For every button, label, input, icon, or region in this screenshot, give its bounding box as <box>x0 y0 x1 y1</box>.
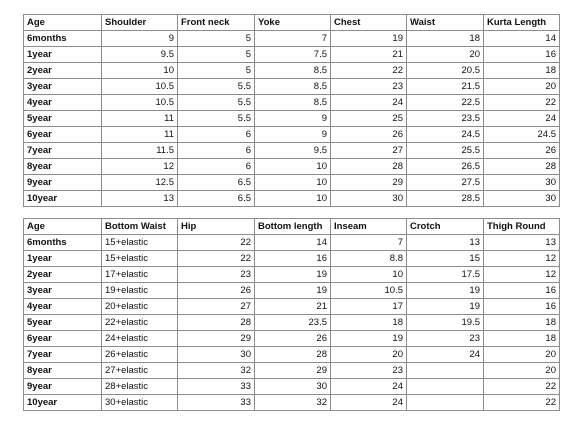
value-cell: 18 <box>484 63 560 79</box>
value-cell: 17+elastic <box>102 267 178 283</box>
value-cell: 10 <box>102 63 178 79</box>
value-cell: 19 <box>407 299 484 315</box>
age-cell: 6year <box>24 331 102 347</box>
value-cell: 5.5 <box>178 79 255 95</box>
table-row <box>24 251 560 267</box>
table-row <box>24 31 560 47</box>
value-cell: 27 <box>331 143 407 159</box>
value-cell: 5 <box>178 31 255 47</box>
value-cell: 19 <box>331 31 407 47</box>
table-row <box>24 143 560 159</box>
value-cell: 26 <box>178 283 255 299</box>
age-cell: 7year <box>24 143 102 159</box>
value-cell: 30+elastic <box>102 395 178 411</box>
value-cell: 20 <box>407 47 484 63</box>
lower-measurements-table <box>24 219 560 411</box>
value-cell: 23.5 <box>407 111 484 127</box>
value-cell: 33 <box>178 395 255 411</box>
value-cell: 25.5 <box>407 143 484 159</box>
value-cell: 19 <box>407 283 484 299</box>
value-cell: 12 <box>484 251 560 267</box>
age-cell: 5year <box>24 315 102 331</box>
upper-header-cell: Chest <box>331 15 407 31</box>
age-cell: 10year <box>24 395 102 411</box>
size-chart-table <box>23 14 560 411</box>
value-cell: 10 <box>331 267 407 283</box>
value-cell: 8.5 <box>255 79 331 95</box>
value-cell: 10 <box>255 159 331 175</box>
upper-header-cell: Shoulder <box>102 15 178 31</box>
upper-header-cell: Waist <box>407 15 484 31</box>
value-cell: 9 <box>102 31 178 47</box>
value-cell: 19+elastic <box>102 283 178 299</box>
value-cell: 30 <box>255 379 331 395</box>
value-cell: 15+elastic <box>102 251 178 267</box>
value-cell: 5.5 <box>178 111 255 127</box>
value-cell: 16 <box>484 47 560 63</box>
value-cell: 23 <box>331 79 407 95</box>
value-cell: 13 <box>484 235 560 251</box>
value-cell: 20.5 <box>407 63 484 79</box>
table-row <box>24 111 560 127</box>
value-cell: 15+elastic <box>102 235 178 251</box>
value-cell: 24.5 <box>407 127 484 143</box>
value-cell: 6 <box>178 143 255 159</box>
table-row <box>24 379 560 395</box>
value-cell: 7.5 <box>255 47 331 63</box>
value-cell: 10.5 <box>102 95 178 111</box>
lower-header-cell: Thigh Round <box>484 219 560 235</box>
value-cell: 19 <box>255 267 331 283</box>
value-cell: 26.5 <box>407 159 484 175</box>
age-cell: 3year <box>24 79 102 95</box>
value-cell: 21 <box>255 299 331 315</box>
value-cell: 16 <box>255 251 331 267</box>
value-cell: 28.5 <box>407 191 484 207</box>
value-cell: 6 <box>178 127 255 143</box>
value-cell: 11.5 <box>102 143 178 159</box>
table-row <box>24 331 560 347</box>
value-cell: 17.5 <box>407 267 484 283</box>
value-cell: 22+elastic <box>102 315 178 331</box>
value-cell: 14 <box>255 235 331 251</box>
lower-header-cell: Hip <box>178 219 255 235</box>
value-cell: 23 <box>178 267 255 283</box>
value-cell: 30 <box>331 191 407 207</box>
age-cell: 2year <box>24 267 102 283</box>
age-cell: 8year <box>24 159 102 175</box>
value-cell: 14 <box>484 31 560 47</box>
value-cell: 9 <box>255 111 331 127</box>
value-cell <box>407 379 484 395</box>
value-cell: 23 <box>407 331 484 347</box>
value-cell: 18 <box>484 331 560 347</box>
age-cell: 9year <box>24 175 102 191</box>
value-cell: 9.5 <box>102 47 178 63</box>
value-cell: 12.5 <box>102 175 178 191</box>
value-cell: 27+elastic <box>102 363 178 379</box>
table-row <box>24 395 560 411</box>
value-cell: 28 <box>255 347 331 363</box>
value-cell: 24 <box>331 379 407 395</box>
value-cell: 30 <box>484 191 560 207</box>
value-cell <box>407 395 484 411</box>
value-cell: 10.5 <box>102 79 178 95</box>
table-row <box>24 315 560 331</box>
value-cell: 32 <box>178 363 255 379</box>
table-row <box>24 159 560 175</box>
value-cell: 5.5 <box>178 95 255 111</box>
age-cell: 8year <box>24 363 102 379</box>
value-cell: 24 <box>331 395 407 411</box>
value-cell: 29 <box>255 363 331 379</box>
upper-header-cell: Yoke <box>255 15 331 31</box>
value-cell: 20 <box>484 347 560 363</box>
value-cell: 24+elastic <box>102 331 178 347</box>
lower-header-cell: Inseam <box>331 219 407 235</box>
age-cell: 5year <box>24 111 102 127</box>
value-cell: 20+elastic <box>102 299 178 315</box>
value-cell: 19 <box>331 331 407 347</box>
value-cell: 8.5 <box>255 63 331 79</box>
lower-header-cell: Bottom length <box>255 219 331 235</box>
value-cell: 17 <box>331 299 407 315</box>
age-cell: 3year <box>24 283 102 299</box>
value-cell: 32 <box>255 395 331 411</box>
table-gap <box>24 207 560 219</box>
value-cell: 10.5 <box>331 283 407 299</box>
table-row <box>24 235 560 251</box>
upper-header-row <box>24 15 560 31</box>
value-cell: 28+elastic <box>102 379 178 395</box>
value-cell: 29 <box>331 175 407 191</box>
table-row <box>24 79 560 95</box>
age-cell: 7year <box>24 347 102 363</box>
lower-header-cell: Crotch <box>407 219 484 235</box>
value-cell: 20 <box>484 79 560 95</box>
value-cell: 12 <box>484 267 560 283</box>
value-cell: 9 <box>255 127 331 143</box>
value-cell: 27 <box>178 299 255 315</box>
value-cell: 7 <box>255 31 331 47</box>
value-cell: 11 <box>102 127 178 143</box>
table-row <box>24 267 560 283</box>
value-cell: 19.5 <box>407 315 484 331</box>
age-cell: 1year <box>24 251 102 267</box>
value-cell: 22 <box>331 63 407 79</box>
table-row <box>24 347 560 363</box>
value-cell: 21.5 <box>407 79 484 95</box>
value-cell <box>407 363 484 379</box>
value-cell: 6 <box>178 159 255 175</box>
value-cell: 20 <box>331 347 407 363</box>
age-cell: 6year <box>24 127 102 143</box>
table-row <box>24 63 560 79</box>
size-chart-sheet <box>23 14 560 411</box>
age-cell: 2year <box>24 63 102 79</box>
table-row <box>24 363 560 379</box>
value-cell: 15 <box>407 251 484 267</box>
upper-header-cell: Front neck <box>178 15 255 31</box>
value-cell: 23 <box>331 363 407 379</box>
value-cell: 28 <box>331 159 407 175</box>
value-cell: 28 <box>178 315 255 331</box>
value-cell: 28 <box>484 159 560 175</box>
value-cell: 22 <box>484 95 560 111</box>
value-cell: 26 <box>484 143 560 159</box>
value-cell: 6.5 <box>178 175 255 191</box>
value-cell: 13 <box>407 235 484 251</box>
value-cell: 25 <box>331 111 407 127</box>
value-cell: 30 <box>178 347 255 363</box>
value-cell: 10 <box>255 191 331 207</box>
value-cell: 18 <box>407 31 484 47</box>
value-cell: 6.5 <box>178 191 255 207</box>
value-cell: 9.5 <box>255 143 331 159</box>
value-cell: 24 <box>484 111 560 127</box>
upper-measurements-table <box>24 15 560 207</box>
upper-header-cell: Age <box>24 15 102 31</box>
table-row <box>24 95 560 111</box>
age-cell: 6months <box>24 31 102 47</box>
value-cell: 11 <box>102 111 178 127</box>
value-cell: 16 <box>484 299 560 315</box>
value-cell: 26 <box>255 331 331 347</box>
value-cell: 24.5 <box>484 127 560 143</box>
value-cell: 8.5 <box>255 95 331 111</box>
table-row <box>24 191 560 207</box>
value-cell: 33 <box>178 379 255 395</box>
value-cell: 26 <box>331 127 407 143</box>
value-cell: 19 <box>255 283 331 299</box>
value-cell: 13 <box>102 191 178 207</box>
lower-header-cell: Age <box>24 219 102 235</box>
lower-header-cell: Bottom Waist <box>102 219 178 235</box>
value-cell: 23.5 <box>255 315 331 331</box>
value-cell: 22 <box>178 251 255 267</box>
upper-header-cell: Kurta Length <box>484 15 560 31</box>
value-cell: 8.8 <box>331 251 407 267</box>
value-cell: 29 <box>178 331 255 347</box>
value-cell: 5 <box>178 47 255 63</box>
value-cell: 26+elastic <box>102 347 178 363</box>
value-cell: 22.5 <box>407 95 484 111</box>
age-cell: 4year <box>24 299 102 315</box>
age-cell: 4year <box>24 95 102 111</box>
value-cell: 24 <box>331 95 407 111</box>
value-cell: 20 <box>484 363 560 379</box>
age-cell: 10year <box>24 191 102 207</box>
age-cell: 9year <box>24 379 102 395</box>
age-cell: 6months <box>24 235 102 251</box>
value-cell: 16 <box>484 283 560 299</box>
age-cell: 1year <box>24 47 102 63</box>
table-row <box>24 299 560 315</box>
value-cell: 22 <box>484 395 560 411</box>
value-cell: 18 <box>331 315 407 331</box>
value-cell: 12 <box>102 159 178 175</box>
table-row <box>24 283 560 299</box>
value-cell: 22 <box>178 235 255 251</box>
value-cell: 22 <box>484 379 560 395</box>
value-cell: 27.5 <box>407 175 484 191</box>
table-row <box>24 175 560 191</box>
table-spacer <box>24 207 560 219</box>
value-cell: 24 <box>407 347 484 363</box>
value-cell: 10 <box>255 175 331 191</box>
value-cell: 21 <box>331 47 407 63</box>
table-row <box>24 47 560 63</box>
value-cell: 7 <box>331 235 407 251</box>
value-cell: 5 <box>178 63 255 79</box>
table-row <box>24 127 560 143</box>
value-cell: 18 <box>484 315 560 331</box>
lower-header-row <box>24 219 560 235</box>
value-cell: 30 <box>484 175 560 191</box>
